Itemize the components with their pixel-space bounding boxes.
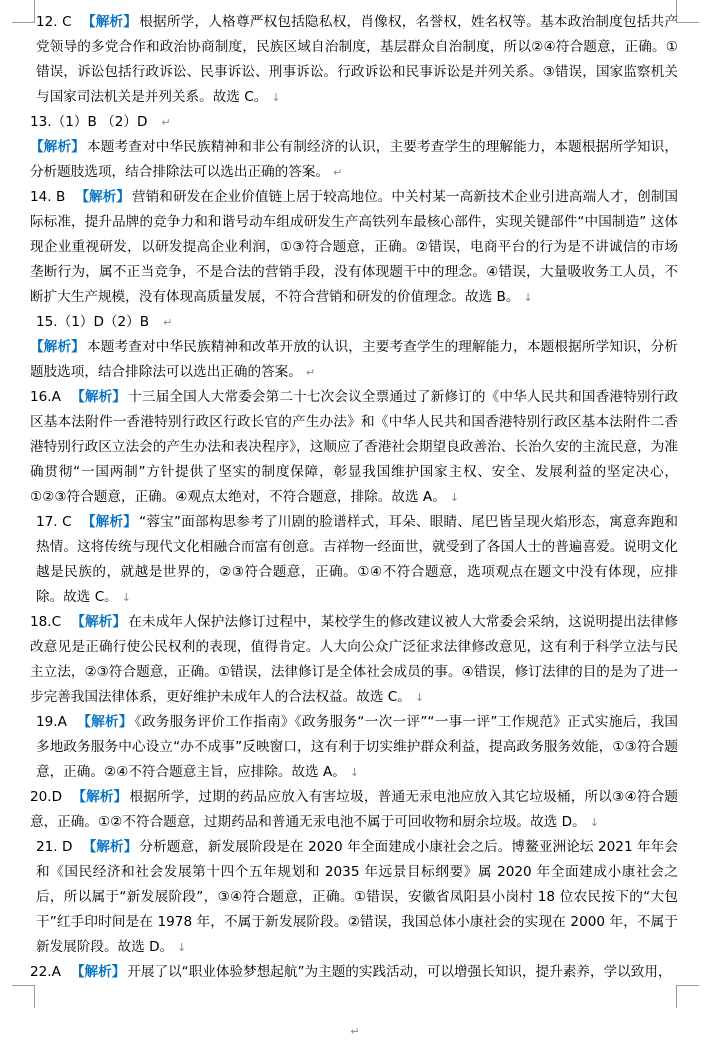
- answer-number: 18.C: [30, 614, 62, 630]
- answer-number: 13.（1）B （2）D: [30, 114, 148, 130]
- answer-16: [30, 385, 678, 510]
- analysis-tag: 【解析】: [72, 789, 128, 805]
- answer-13: [30, 110, 678, 135]
- paragraph-mark: ↵: [333, 166, 343, 179]
- analysis-tag: 【解析】: [30, 339, 85, 355]
- analysis-tag: 【解析】: [81, 514, 138, 530]
- analysis-text: 开展了以“职业体验梦想起航”为主题的实践活动，可以增强长知识，提升素养，学以致用，: [127, 964, 672, 980]
- crop-mark-top-right: [676, 0, 699, 23]
- analysis-tag: 【解析】: [81, 14, 138, 30]
- paragraph-mark: ↓: [414, 691, 425, 704]
- analysis-text: 分析题意，新发展阶段是在 2020 年全面建成小康社会之后。博鳌亚洲论坛 2021 年年会和《国民经济和社会发展第十四个五年规划和 2035 年远景目标纲要》属 2020 年全面建成小康社会之后，所以属于“新发展阶段”，③④符合题意，正确。①错误，安徽省凤阳县小岗村 18 位农民按下的“大包干”红手印时间是在 1978 年，不属于新发展阶段。②错误，我国总体小康社会的实现在 2000 年，不属于新发展阶段。故选 D。: [36, 839, 678, 955]
- page-footer: [0, 1020, 710, 1039]
- analysis-tag: 【解析】: [82, 839, 138, 855]
- analysis-tag: 【解析】: [71, 614, 127, 630]
- analysis-text: 根据所学，人格尊严权包括隐私权，肖像权，名誉权，姓名权等。基本政治制度包括共产党领导的多党合作和政治协商制度，民族区域自治制度，基层群众自治制度，所以②④符合题意，正确。①错误，诉讼包括行政诉讼、民事诉讼、刑事诉讼。行政诉讼和民事诉讼是并列关系。③错误，国家监察机关与国家司法机关是并列关系。故选 C。: [36, 14, 679, 105]
- paragraph-mark: ↓: [523, 291, 533, 304]
- answer-number: 12. C: [36, 14, 72, 30]
- analysis-text: 根据所学，过期的药品应放入有害垃圾，普通无汞电池应放入其它垃圾桶，所以③④符合题意，正确。①②不符合题意，过期药品和普通无汞电池不属于可回收物和厨余垃圾。故选 D。: [30, 789, 679, 830]
- analysis-text: 本题考查对中华民族精神和改革开放的认识，主要考查学生的理解能力，本题根据所学知识，分析题肢选项，结合排除法可以选出正确的答案。: [30, 339, 679, 380]
- answer-19: [30, 710, 678, 785]
- answer-15: [30, 310, 678, 335]
- answer-number: 16.A: [30, 389, 61, 405]
- answer-number: 21. D: [36, 839, 73, 855]
- answer-22: [30, 960, 678, 985]
- analysis-tag: 【解析】: [76, 714, 133, 730]
- analysis-text: 营销和研发在企业价值链上居于较高地位。中关村某一高新技术企业引进高端人才，创制国际标准，提升品牌的竞争力和和谐号动车组成研发生产高铁列车最核心部件，实现关键部件“中国制造” 这体现企业重视研发，以研发提高企业利润，①③符合题意，正确。②错误，电商平台的行为是不讲诚信的市场垄断行为，属不正当竞争，不是合法的营销手段，没有体现题干中的理念。④错误，大量吸收务工人员，不断扩大生产规模，没有体现高质量发展，不符合营销和研发的价值理念。故选 B。: [30, 189, 679, 305]
- analysis-tag: 【解析】: [70, 389, 127, 405]
- answer-number: 14. B: [30, 189, 66, 205]
- analysis-tag: 【解析】: [75, 189, 130, 205]
- paragraph-mark: ↓: [449, 491, 460, 504]
- answer-15-analysis: [30, 335, 678, 385]
- answer-number: 19.A: [36, 714, 67, 730]
- paragraph-mark: ↵: [350, 1025, 360, 1038]
- answer-13-analysis: [30, 135, 678, 185]
- analysis-text: 十三届全国人大常委会第二十七次会议全票通过了新修订的《中华人民共和国香港特别行政区基本法附件一香港特别行政区行政长官的产生办法》和《中华人民共和国香港特别行政区基本法附件二香港特别行政区立法会的产生办法和表决程序》，这顺应了香港社会期望良政善治、长治久安的主流民意，为准确贯彻“一国两制”方针提供了坚实的制度保障，彰显我国维护国家主权、安全、发展利益的坚定决心，①②③符合题意，正确。④观点太绝对，不符合题意，排除。故选 A。: [30, 389, 679, 505]
- crop-mark-bottom-right: [676, 985, 699, 1008]
- answer-number: 22.A: [30, 964, 61, 980]
- paragraph-mark: ↓: [177, 941, 187, 954]
- paragraph-mark: ↓: [271, 91, 281, 104]
- answer-number: 17. C: [36, 514, 72, 530]
- paragraph-mark: ↓: [121, 591, 131, 604]
- analysis-tag: 【解析】: [70, 964, 126, 980]
- analysis-text: “蓉宝”面部构思参考了川剧的脸谱样式，耳朵、眼睛、尾巴皆呈现火焰形态，寓意奔跑和热情。这将传统与现代文化相融合而富有创意。吉祥物一经面世，就受到了各国人士的普遍喜爱。说明文化越是民族的，就越是世界的，②③符合题意，正确。①④不符合题意，选项观点在题文中没有体现，应排除。故选 C。: [36, 514, 678, 605]
- answer-12: [30, 10, 678, 110]
- paragraph-mark: ↓: [349, 766, 360, 779]
- analysis-tag: 【解析】: [30, 139, 85, 155]
- answer-14: [30, 185, 678, 310]
- paragraph-mark: ↓: [589, 816, 599, 829]
- answer-20: [30, 785, 678, 835]
- answer-number: 15.（1）D（2）B: [36, 314, 150, 330]
- answer-18: [30, 610, 678, 710]
- answer-content: [30, 10, 678, 985]
- analysis-text: 在未成年人保护法修订过程中，某校学生的修改建议被人大常委会采纳，这说明提出法律修改意见是正确行使公民权利的表现，值得肯定。人大向公众广泛征求法律修改意见，这有利于科学立法与民主立法，②③符合题意，正确。①错误，法律修订是全体社会成员的事。④错误，修订法律的目的是为了进一步完善我国法律体系，更好维护未成年人的合法权益。故选 C。: [30, 614, 679, 705]
- analysis-text: 《政务服务评价工作指南》《政务服务“一次一评”“一事一评”工作规范》正式实施后，我国多地政务服务中心设立“办不成事”反映窗口，这有利于切实维护群众利益，提高政务服务效能，①③符合题意，正确。②④不符合题意主旨，应排除。故选 A。: [36, 714, 678, 780]
- paragraph-mark: ↵: [163, 316, 173, 329]
- answer-17: [30, 510, 678, 610]
- answer-number: 20.D: [30, 789, 63, 805]
- paragraph-mark: ↵: [161, 116, 171, 129]
- crop-mark-bottom-left: [12, 985, 35, 1008]
- analysis-text: 本题考查对中华民族精神和非公有制经济的认识，主要考查学生的理解能力，本题根据所学知识，分析题肢选项，结合排除法可以选出正确的答案。: [30, 139, 679, 180]
- answer-21: [30, 835, 678, 960]
- paragraph-mark: ↵: [305, 366, 316, 379]
